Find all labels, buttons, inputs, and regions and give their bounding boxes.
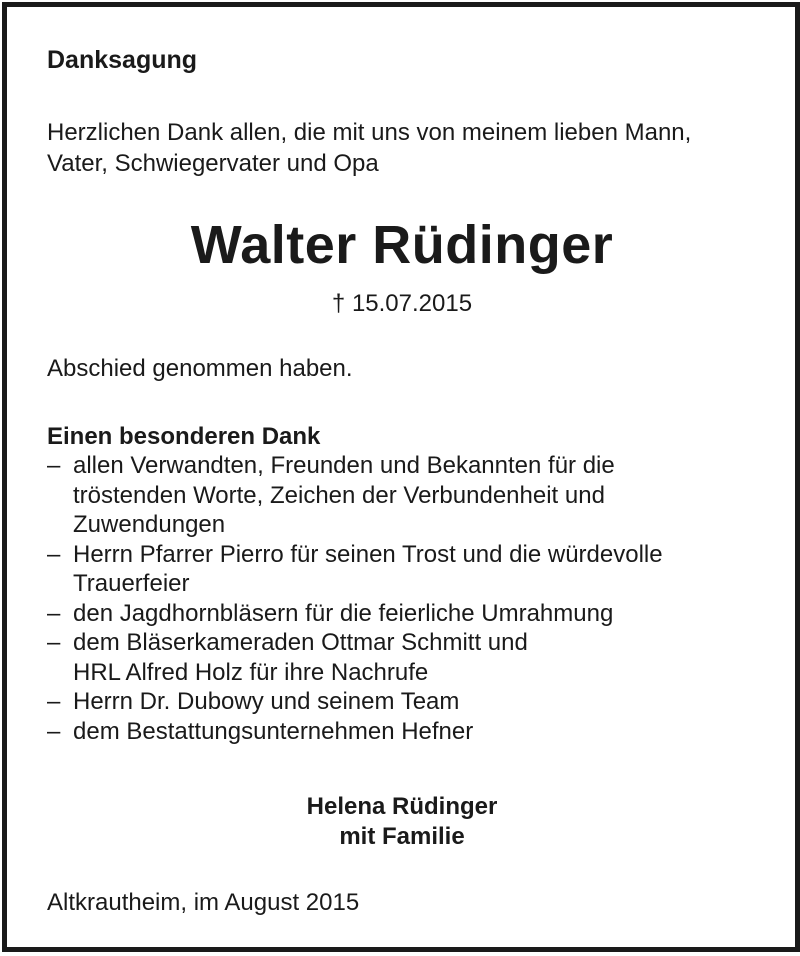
thanks-item-line: tröstenden Worte, Zeichen der Verbundenheit und (73, 481, 605, 509)
thanks-item-line: Zuwendungen (73, 511, 226, 538)
death-date: † 15.07.2015 (331, 290, 473, 317)
thanks-item-line: allen Verwandten, Freunden und Bekannten für die (73, 452, 615, 479)
list-dash: – (47, 452, 61, 479)
thanks-item-line: dem Bestattungsunternehmen Hefner (73, 717, 474, 745)
thanks-item-line: Herrn Pfarrer Pierro für seinen Trost und die würdevolle (73, 540, 663, 568)
thanks-item-line: den Jagdhornbläsern für die feierliche Umrahmung (73, 599, 614, 627)
list-dash: – (47, 717, 61, 745)
intro-line: Vater, Schwiegervater und Opa (47, 150, 379, 177)
thanks-list (47, 451, 767, 746)
list-dash: – (47, 599, 61, 627)
notice-frame (2, 2, 800, 952)
thanks-item (47, 717, 767, 747)
place-date: Altkrautheim, im August 2015 (47, 889, 360, 916)
list-dash: – (47, 629, 61, 656)
signature (47, 792, 757, 852)
thanks-item-line: Herrn Dr. Dubowy und seinem Team (73, 688, 460, 715)
signature-name: Helena Rüdinger (306, 793, 498, 820)
thanks-item (47, 628, 767, 687)
farewell-text: Abschied genommen haben. (47, 355, 353, 382)
signature-family: mit Familie (339, 823, 465, 850)
thanks-title: Einen besonderen Dank (47, 423, 321, 450)
notice-heading: Danksagung (47, 46, 198, 74)
thanks-item (47, 540, 767, 599)
thanks-item (47, 599, 767, 629)
list-dash: – (47, 540, 61, 568)
intro-line: Herzlichen Dank allen, die mit uns von meinem lieben Mann, (47, 119, 692, 146)
deceased-name: Walter Rüdinger (190, 215, 614, 275)
thanks-item (47, 687, 767, 717)
thanks-item-line: Trauerfeier (73, 570, 190, 597)
thanks-item (47, 451, 767, 540)
thanks-item-line: dem Bläserkameraden Ottmar Schmitt und (73, 629, 528, 656)
intro-text (47, 117, 767, 179)
thanks-item-line: HRL Alfred Holz für ihre Nachrufe (73, 658, 429, 686)
list-dash: – (47, 688, 61, 715)
